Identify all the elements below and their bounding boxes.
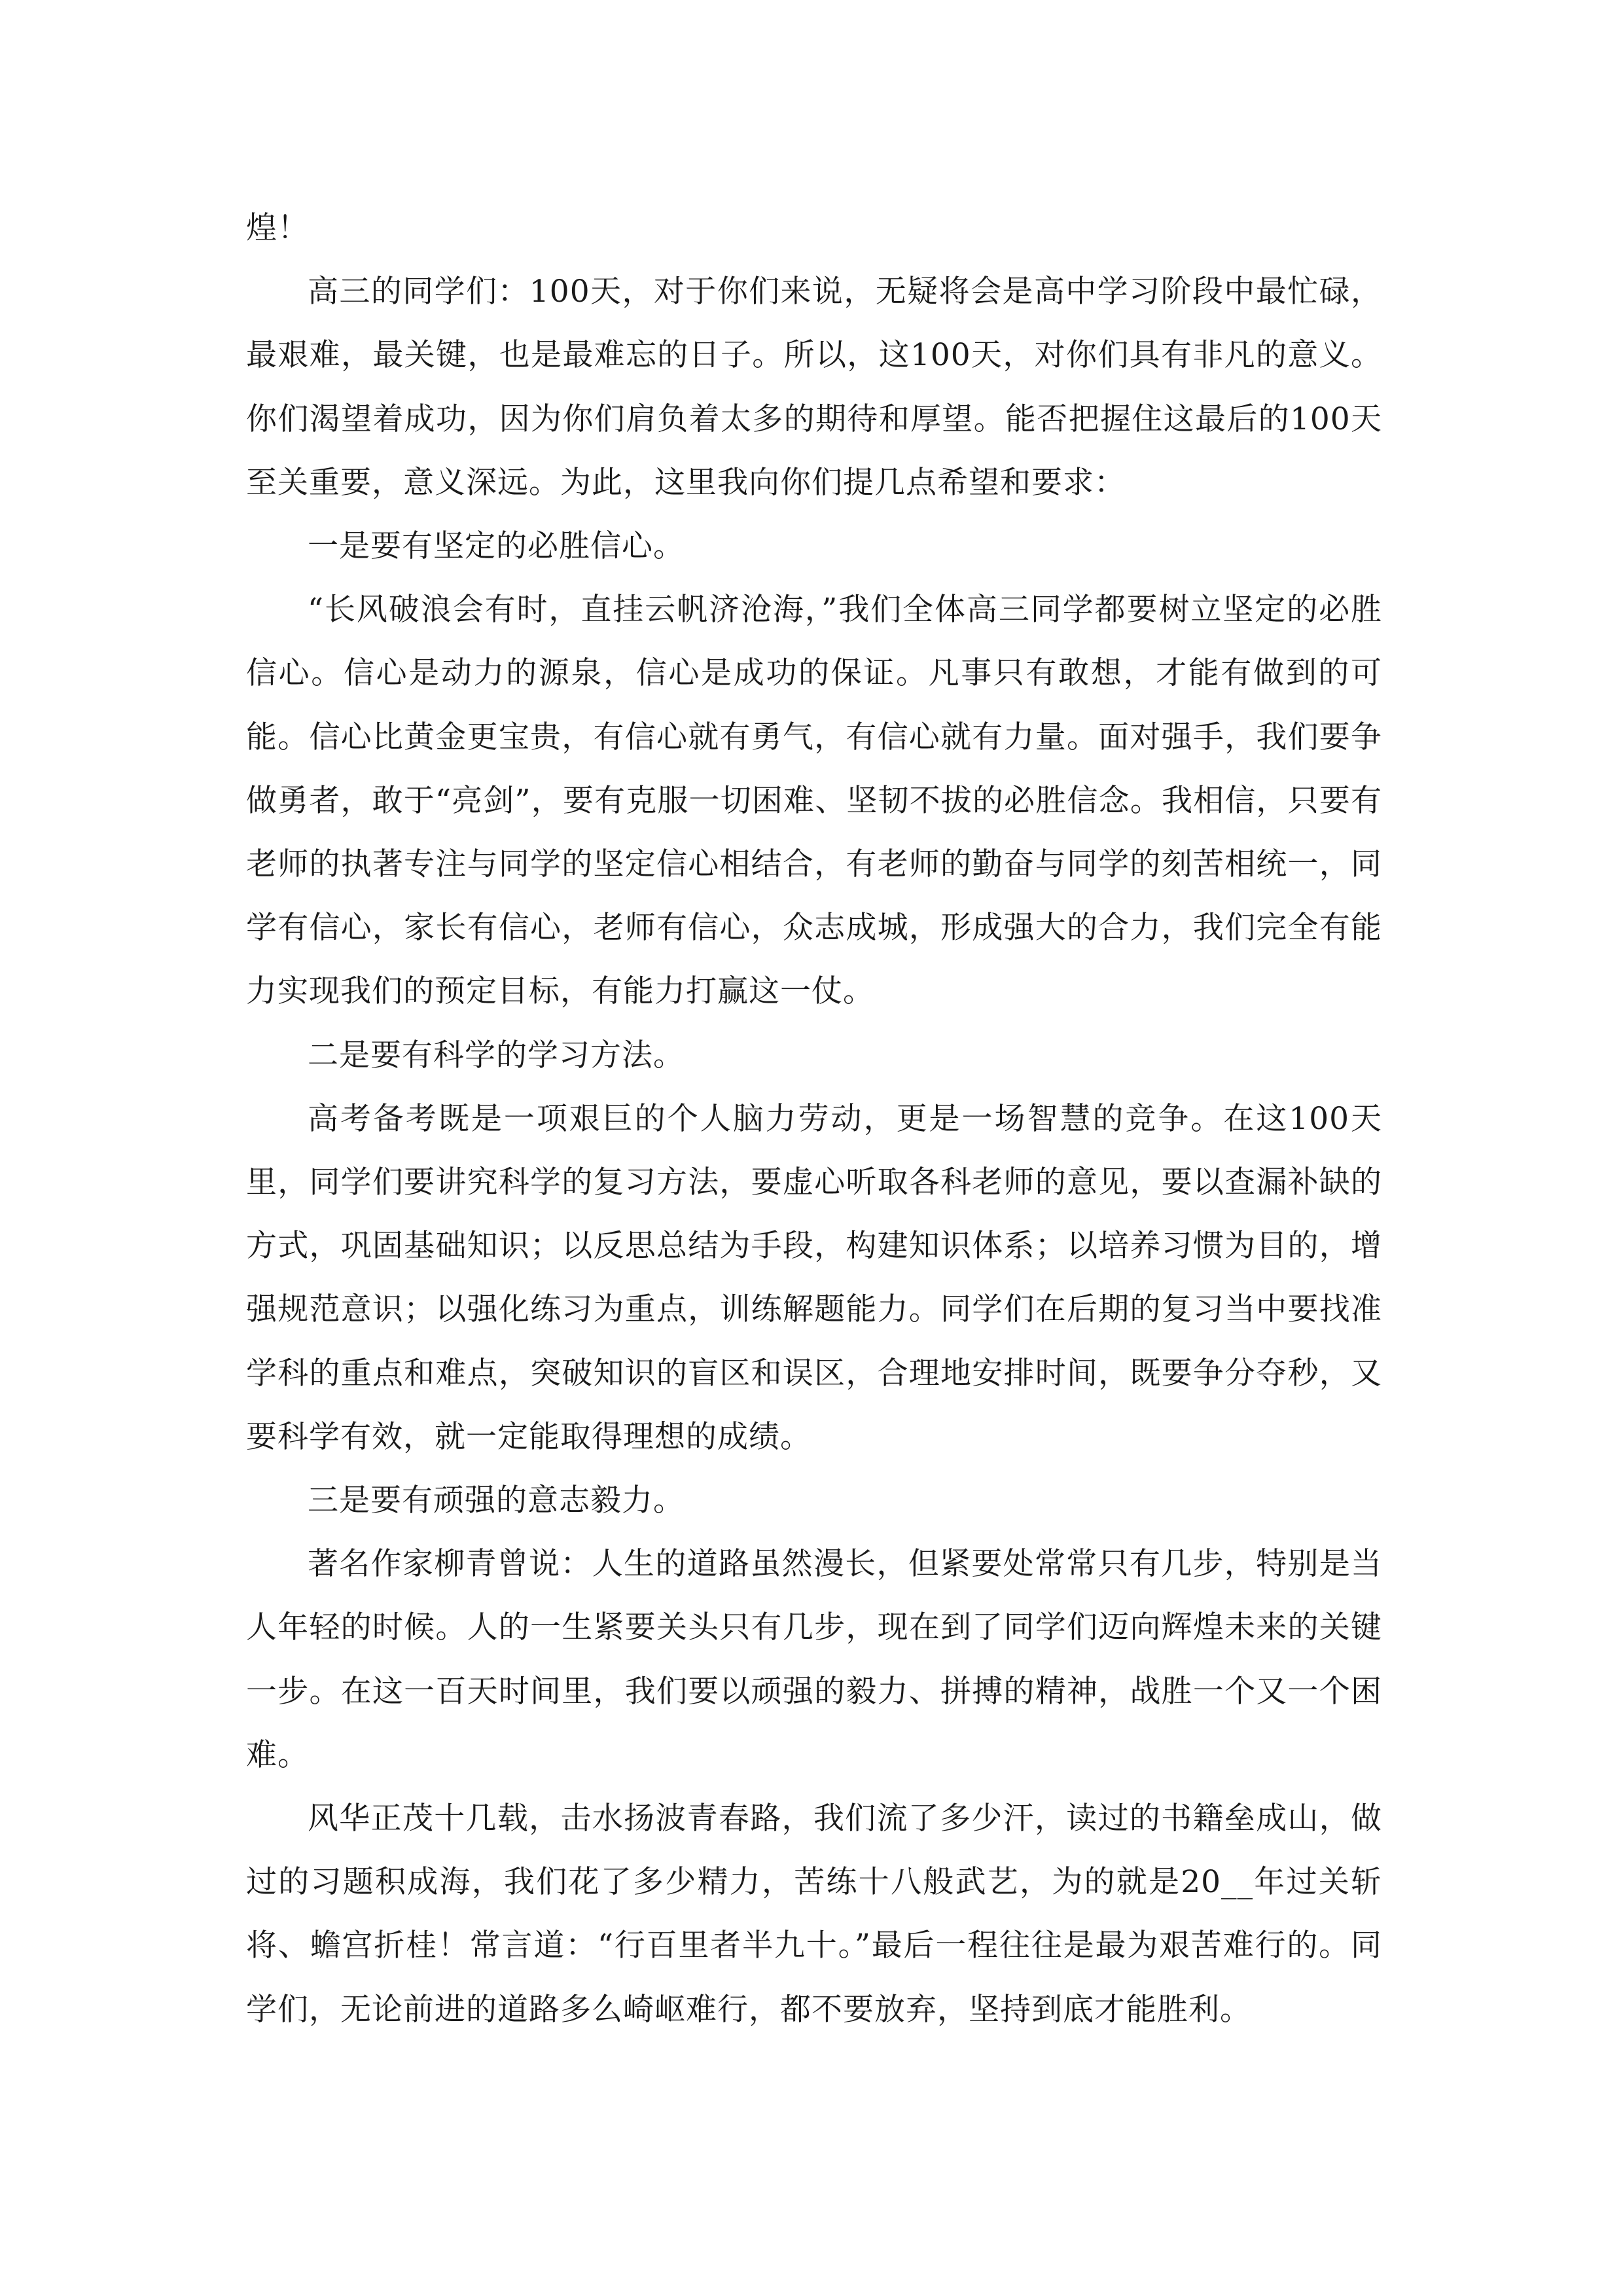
paragraph-continuation: 煌！ xyxy=(246,210,309,246)
paragraph-youth: 风华正茂十几载，击水扬波青春路，我们流了多少汗，读过的书籍垒成山，做过的习题积成海，我们花了多少精力，苦练十八般武艺，为的就是20__年过关斩将、蟾宫折桂！常言道：“行百里者半九十。”最后一程往往是最为艰苦难行的。同学们，无论前进的道路多么崎岖难行，都不要放弃，坚持到底才能胜利。 xyxy=(246,1801,1382,2028)
paragraph-willpower: 著名作家柳青曾说：人生的道路虽然漫长，但紧要处常常只有几步，特别是当人年轻的时候。人的一生紧要关头只有几步，现在到了同学们迈向辉煌未来的关键一步。在这一百天时间里，我们要以顽强的毅力、拼搏的精神，战胜一个又一个困难。 xyxy=(246,1546,1382,1773)
heading-confidence: 一是要有坚定的必胜信心。 xyxy=(308,528,685,565)
heading-method: 二是要有科学的学习方法。 xyxy=(308,1037,685,1073)
paragraph-address: 高三的同学们：100天，对于你们来说，无疑将会是高中学习阶段中最忙碌，最艰难，最关键，也是最难忘的日子。所以，这100天，对你们具有非凡的意义。你们渴望着成功，因为你们肩负着太多的期待和厚望。能否把握住这最后的100天至关重要，意义深远。为此，这里我向你们提几点希望和要求： xyxy=(246,274,1382,501)
paragraph-confidence: “长风破浪会有时，直挂云帆济沧海，”我们全体高三同学都要树立坚定的必胜信心。信心是动力的源泉，信心是成功的保证。凡事只有敢想，才能有做到的可能。信心比黄金更宝贵，有信心就有勇气，有信心就有力量。面对强手，我们要争做勇者，敢于“亮剑”，要有克服一切困难、坚韧不拔的必胜信念。我相信，只要有老师的执著专注与同学的坚定信心相结合，有老师的勤奋与同学的刻苦相统一，同学有信心，家长有信心，老师有信心，众志成城，形成强大的合力，我们完全有能力实现我们的预定目标，有能力打赢这一仗。 xyxy=(246,592,1382,1010)
paragraph-method: 高考备考既是一项艰巨的个人脑力劳动，更是一场智慧的竞争。在这100天里，同学们要讲究科学的复习方法，要虚心听取各科老师的意见，要以查漏补缺的方式，巩固基础知识；以反思总结为手段，构建知识体系；以培养习惯为目的，增强规范意识；以强化练习为重点，训练解题能力。同学们在后期的复习当中要找准学科的重点和难点，突破知识的盲区和误区，合理地安排时间，既要争分夺秒，又要科学有效，就一定能取得理想的成绩。 xyxy=(246,1100,1382,1455)
heading-willpower: 三是要有顽强的意志毅力。 xyxy=(308,1482,685,1519)
document-body xyxy=(246,196,1382,2041)
